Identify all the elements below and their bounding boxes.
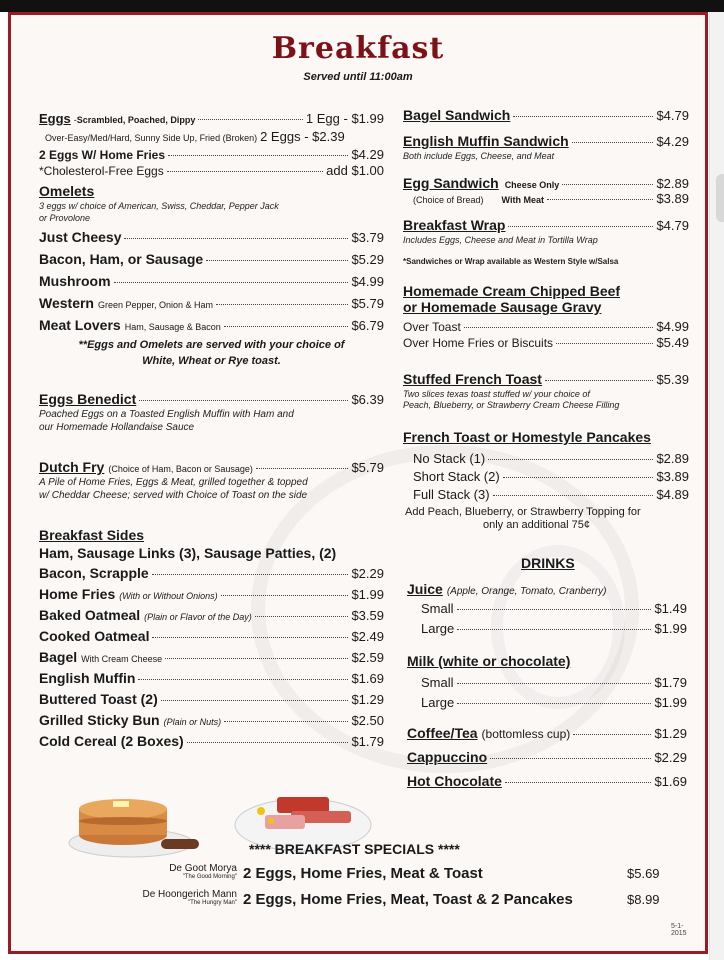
stuffed-desc-1: Two slices texas toast stuffed w/ your choice of — [403, 389, 590, 399]
side-price: $1.69 — [351, 671, 384, 686]
western-note: *Sandwiches or Wrap available as Western Style w/Salsa — [403, 257, 619, 266]
side-name: Bagel — [39, 649, 78, 665]
gravy-fries-row — [403, 335, 689, 350]
bagel-sandwich-row — [403, 107, 689, 123]
pancake-price: $3.89 — [656, 469, 689, 484]
gravy-toast-row — [403, 319, 689, 334]
omelet-price: $6.79 — [351, 318, 384, 333]
sides-meats: Ham, Sausage Links (3), Sausage Patties, (2) — [39, 545, 337, 561]
side-note: (With or Without Onions) — [119, 591, 218, 601]
side-note: (Plain or Flavor of the Day) — [144, 612, 252, 622]
side-name: Cooked Oatmeal — [39, 628, 150, 644]
drink-row — [407, 725, 687, 741]
two-eggs-label: 2 Eggs — [260, 129, 301, 144]
omelet-name: Meat Lovers — [39, 317, 121, 333]
menu-content — [21, 25, 695, 941]
omelet-name: Mushroom — [39, 273, 111, 289]
juice-size: Large — [421, 621, 455, 636]
juice-price: $1.49 — [654, 601, 687, 616]
special-desc: 2 Eggs, Home Fries, Meat, Toast & 2 Pancakes — [243, 891, 573, 908]
omelet-price: $3.79 — [351, 230, 384, 245]
juice-size: Small — [421, 601, 454, 616]
drink-row — [407, 749, 687, 765]
eggs-label: Eggs — [39, 111, 71, 126]
side-price: $1.29 — [351, 692, 384, 707]
special-sub: "The Hungry Man" — [188, 900, 237, 906]
pancake-name: Full Stack (3) — [413, 487, 490, 502]
stuffed-french-toast-price: $5.39 — [656, 372, 689, 387]
milk-header: Milk (white or chocolate) — [407, 653, 571, 669]
special-price: $8.99 — [627, 892, 660, 907]
gravy-fries-label: Over Home Fries or Biscuits — [403, 336, 554, 350]
side-row — [39, 712, 384, 728]
dutch-fry-desc-1: A Pile of Home Fries, Eggs & Meat, grilled together & topped — [39, 477, 308, 488]
side-name: Home Fries — [39, 586, 116, 602]
specials-header: **** BREAKFAST SPECIALS **** — [249, 841, 460, 857]
eggs-styles-2: Over-Easy/Med/Hard, Sunny Side Up, Fried (Broken) — [45, 133, 258, 143]
drink-price: $1.69 — [654, 774, 687, 789]
benedict-price: $6.39 — [351, 392, 384, 407]
eggs-two-row: Over-Easy/Med/Hard, Sunny Side Up, Fried (Broken) 2 Eggs - $2.39 — [45, 129, 345, 144]
side-row — [39, 649, 384, 665]
milk-size-row — [421, 695, 687, 710]
side-name: Baked Oatmeal — [39, 607, 141, 623]
omelet-price: $5.79 — [351, 296, 384, 311]
one-egg-label: 1 Egg — [305, 111, 340, 126]
benedict-desc-1: Poached Eggs on a Toasted English Muffin with Ham and — [39, 409, 294, 420]
special-desc: 2 Eggs, Home Fries, Meat & Toast — [243, 865, 483, 882]
home-fries-eggs-price: $4.29 — [351, 147, 384, 162]
toast-note-1: **Eggs and Omelets are served with your choice of — [78, 339, 345, 351]
side-row — [39, 565, 384, 581]
gravy-toast-price: $4.99 — [656, 319, 689, 334]
bagel-sandwich-price: $4.79 — [656, 108, 689, 123]
special-name: De Hoongerich Mann — [142, 889, 237, 900]
egg-sandwich-cheese: Cheese Only — [504, 180, 560, 190]
pancake-row — [413, 469, 689, 484]
pancake-row — [413, 487, 689, 502]
date-stamp: 5-1-2015 — [671, 923, 687, 937]
drink-row — [407, 773, 687, 789]
muffin-sandwich-name: English Muffin Sandwich — [403, 133, 569, 149]
wrap-name: Breakfast Wrap — [403, 217, 506, 233]
omelets-desc-1: 3 eggs w/ choice of American, Swiss, Cheddar, Pepper Jack — [39, 201, 279, 211]
two-eggs-price: $2.39 — [312, 129, 345, 144]
pancake-topping-1: Add Peach, Blueberry, or Strawberry Topping for — [405, 506, 641, 518]
special-price: $5.69 — [627, 866, 660, 881]
omelet-row — [39, 229, 384, 245]
benedict-label: Eggs Benedict — [39, 391, 137, 407]
side-name: Cold Cereal (2 Boxes) — [39, 733, 184, 749]
egg-sandwich-bread: (Choice of Bread) — [413, 195, 484, 205]
dutch-fry-label: Dutch Fry — [39, 459, 105, 475]
omelet-name: Western — [39, 295, 94, 311]
omelet-price: $5.29 — [351, 252, 384, 267]
top-bar — [0, 0, 724, 12]
side-price: $2.29 — [351, 566, 384, 581]
gravy-header-2: or Homemade Sausage Gravy — [403, 299, 602, 315]
drink-name: Hot Chocolate — [407, 773, 502, 789]
side-name: Bacon, Scrapple — [39, 565, 149, 581]
side-row — [39, 670, 384, 686]
cholesterol-row — [39, 163, 384, 178]
juice-label: Juice — [407, 581, 443, 597]
drink-name: Coffee/Tea — [407, 725, 478, 741]
juice-size-row — [421, 601, 687, 616]
side-note: (Plain or Nuts) — [163, 717, 222, 727]
milk-size: Small — [421, 675, 454, 690]
wrap-price: $4.79 — [656, 218, 689, 233]
sandwich-both-note: Both include Eggs, Cheese, and Meat — [403, 151, 555, 161]
side-name: Buttered Toast (2) — [39, 691, 158, 707]
stuffed-desc-2: Peach, Blueberry, or Strawberry Cream Cheese Filling — [403, 400, 620, 410]
side-handle[interactable] — [716, 174, 724, 222]
drink-note: (bottomless cup) — [481, 727, 571, 741]
side-name: Grilled Sticky Bun — [39, 712, 160, 728]
side-price: $2.49 — [351, 629, 384, 644]
drink-name: Cappuccino — [407, 749, 488, 765]
juice-note: (Apple, Orange, Tomato, Cranberry) — [446, 586, 607, 597]
gravy-header-1: Homemade Cream Chipped Beef — [403, 283, 621, 299]
omelet-row — [39, 295, 384, 311]
benedict-row — [39, 391, 384, 407]
muffin-sandwich-price: $4.29 — [656, 134, 689, 149]
drink-price: $1.29 — [654, 726, 687, 741]
omelet-note: Ham, Sausage & Bacon — [124, 322, 221, 332]
pancake-topping-2: only an additional 75¢ — [483, 519, 591, 531]
home-fries-eggs-label: 2 Eggs W/ Home Fries — [39, 148, 166, 162]
special-name: De Goot Morya — [169, 863, 237, 874]
omelet-note: Green Pepper, Onion & Ham — [97, 300, 214, 310]
omelet-row — [39, 251, 384, 267]
omelet-price: $4.99 — [351, 274, 384, 289]
dutch-fry-note: (Choice of Ham, Bacon or Sausage) — [108, 464, 253, 474]
side-strip — [709, 12, 724, 960]
pancake-name: Short Stack (2) — [413, 469, 500, 484]
milk-size-row — [421, 675, 687, 690]
egg-sandwich-meat-row — [413, 191, 689, 206]
cholesterol-label: *Cholesterol-Free Eggs — [39, 164, 164, 178]
side-price: $1.99 — [351, 587, 384, 602]
wrap-desc: Includes Eggs, Cheese and Meat in Tortilla Wrap — [403, 235, 598, 245]
omelet-row — [39, 317, 384, 333]
pancake-price: $4.89 — [656, 487, 689, 502]
milk-price: $1.99 — [654, 695, 687, 710]
milk-price: $1.79 — [654, 675, 687, 690]
omelets-header: Omelets — [39, 183, 95, 199]
gravy-toast-label: Over Toast — [403, 320, 461, 334]
side-price: $2.59 — [351, 650, 384, 665]
egg-sandwich-name: Egg Sandwich — [403, 175, 499, 191]
drink-price: $2.29 — [654, 750, 687, 765]
drinks-header: DRINKS — [521, 555, 575, 571]
egg-sandwich-cheese-price: $2.89 — [656, 176, 689, 191]
side-name: English Muffin — [39, 670, 136, 686]
juice-size-row — [421, 621, 687, 636]
juice-price: $1.99 — [654, 621, 687, 636]
menu-title: Breakfast — [271, 31, 445, 66]
dutch-fry-price: $5.79 — [351, 460, 384, 475]
side-row — [39, 691, 384, 707]
cholesterol-price: add $1.00 — [326, 163, 384, 178]
omelets-desc-2: or Provolone — [39, 213, 91, 223]
egg-sandwich-row — [403, 175, 689, 191]
omelet-name: Just Cheesy — [39, 229, 122, 245]
juice-row — [407, 581, 607, 597]
side-row — [39, 628, 384, 644]
pancake-price: $2.89 — [656, 451, 689, 466]
eggs-row: Eggs - Scrambled, Poached, Dippy 1 Egg - $1.99 — [39, 111, 384, 126]
bagel-sandwich-name: Bagel Sandwich — [403, 107, 511, 123]
pancakes-header: French Toast or Homestyle Pancakes — [403, 429, 651, 445]
milk-size: Large — [421, 695, 455, 710]
menu-page — [8, 12, 708, 954]
side-row — [39, 733, 384, 749]
side-price: $2.50 — [351, 713, 384, 728]
one-egg-price: $1.99 — [351, 111, 384, 126]
special-sub: "The Good Morning" — [182, 874, 237, 880]
side-note: With Cream Cheese — [81, 654, 163, 664]
gravy-fries-price: $5.49 — [656, 335, 689, 350]
side-price: $1.79 — [351, 734, 384, 749]
side-price: $3.59 — [351, 608, 384, 623]
menu-subtitle: Served until 11:00am — [303, 71, 413, 83]
side-row — [39, 607, 384, 623]
pancake-row — [413, 451, 689, 466]
omelet-name: Bacon, Ham, or Sausage — [39, 251, 204, 267]
pancake-name: No Stack (1) — [413, 451, 486, 466]
omelet-row — [39, 273, 384, 289]
egg-sandwich-meat: With Meat — [501, 195, 544, 205]
home-fries-eggs-row — [39, 147, 384, 162]
muffin-sandwich-row — [403, 133, 689, 149]
eggs-styles: Scrambled, Poached, Dippy — [76, 115, 196, 125]
toast-note-2: White, Wheat or Rye toast. — [142, 355, 281, 367]
benedict-desc-2: our Homemade Hollandaise Sauce — [39, 422, 195, 433]
wrap-row — [403, 217, 689, 233]
stuffed-french-toast-row — [403, 371, 689, 387]
side-row — [39, 586, 384, 602]
dutch-fry-row — [39, 459, 384, 475]
dutch-fry-desc-2: w/ Cheddar Cheese; served with Choice of Toast on the side — [39, 490, 308, 501]
sides-header: Breakfast Sides — [39, 527, 145, 543]
pancakes-picture — [61, 777, 211, 867]
stuffed-french-toast-name: Stuffed French Toast — [403, 371, 542, 387]
egg-sandwich-meat-price: $3.89 — [656, 191, 689, 206]
